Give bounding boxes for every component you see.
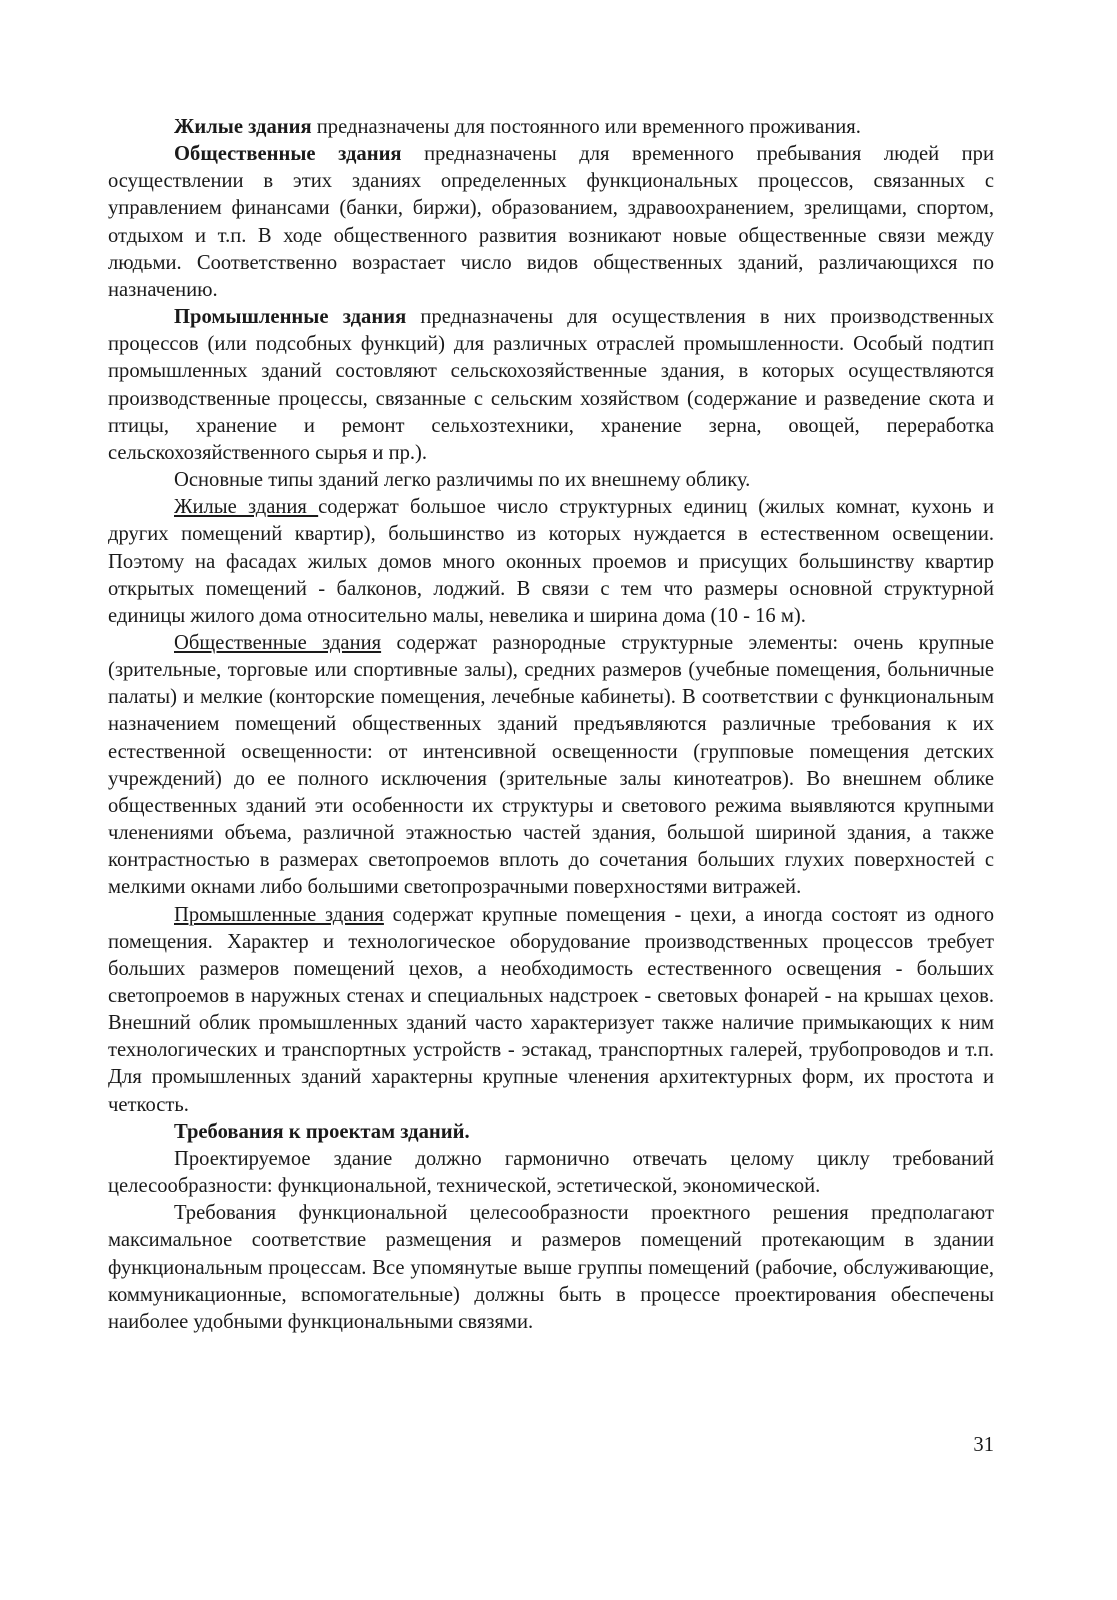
paragraph-public-definition xyxy=(108,141,994,304)
term-residential-bold: Жилые здания xyxy=(174,116,312,138)
paragraph-residential-definition xyxy=(108,114,994,141)
paragraph-expediency-requirements xyxy=(108,1146,994,1200)
paragraph-text: содержат большое число структурных единиц (жилых комнат, кухонь и других помещений квартир), большинство из которых нуждается в естественном освещении. Поэтому на фасадах жилых домов много оконных проемов и присущих большинству квартир открытых помещений - балконов, лоджий. В связи с тем что размеры основной структурной единицы жилого дома относительно малы, невелика и ширина дома (10 - 16 м). xyxy=(108,496,994,627)
document-page xyxy=(108,114,994,1336)
paragraph-text: Требования функциональной целесообразности проектного решения предполагают максимальное соответствие размещения и размеров помещений протекающим в здании функциональным процессам. Все упомянутые выше группы помещений (рабочие, обслуживающие, коммуникационные, вспомогательные) должны быть в процессе проектирования обеспечены наиболее удобными функциональными связями. xyxy=(108,1202,994,1333)
paragraph-text: предназначены для осуществления в них производственных процессов (или подсобных функций) для различных отраслей промышленности. Особый подтип промышленных зданий состовляют сельскохозяйственные здания, в которых осуществляются производственные процессы, связанные с сельским хозяйством (содержание и разведение скота и птицы, хранение и ремонт сельхозтехники, хранение зерна, овощей, переработка сельскохозяйственного сырья и пр.). xyxy=(108,306,995,464)
section-heading-requirements xyxy=(108,1119,994,1146)
paragraph-industrial-appearance xyxy=(108,902,994,1119)
term-residential-underlined: Жилые здания xyxy=(174,496,319,519)
section-heading-text: Требования к проектам зданий. xyxy=(174,1120,470,1143)
paragraph-text: содержат разнородные структурные элементы: очень крупные (зрительные, торговые или спортивные залы), средних размеров (учебные помещения, больничные палаты) и мелкие (конторские помещения, лечебные кабинеты). В соответствии с функциональным назначением помещений общественных зданий предъявляются различные требования к их естественной освещенности: от интенсивной освещенности (групповые помещения детских учреждений) до ее полного исключения (зрительные залы кинотеатров). Во внешнем облике общественных зданий эти особенности их структуры и светового режима выявляются крупными членениями объема, различной этажностью частей здания, большой шириной здания, а также контрастностью в размерах светопроемов вплоть до сочетания больших глухих поверхностей с мелкими окнами либо большими светопрозрачными поверхностями витражей. xyxy=(108,631,995,899)
paragraph-text: предназначены для постоянного или временного проживания. xyxy=(311,116,861,138)
paragraph-residential-appearance xyxy=(108,494,994,630)
term-industrial-bold: Промышленные здания xyxy=(174,306,407,329)
paragraph-text: Проектируемое здание должно гармонично отвечать целому циклу требований целесообразности: функциональной, технической, эстетической, экономической. xyxy=(108,1147,994,1198)
paragraph-text: содержат крупные помещения - цехи, а иногда состоят из одного помещения. Характер и технологическое оборудование производственных процессов требует больших размеров помещений цехов, а необходимость естественного освещения - больших светопроемов в наружных стенах и специальных надстроек - световых фонарей - на крышах цехов. Внешний облик промышленных зданий часто характеризует также наличие примыкающих к ним технологических и транспортных устройств - эстакад, транспортных галерей, трубопроводов и т.п. Для промышленных зданий характерны крупные членения архитектурных форм, их простота и четкость. xyxy=(108,903,994,1116)
paragraph-industrial-definition xyxy=(108,304,994,467)
paragraph-building-types-intro xyxy=(108,467,994,494)
page-number: 31 xyxy=(973,1434,994,1456)
term-public-underlined: Общественные здания xyxy=(174,631,382,654)
paragraph-public-appearance xyxy=(108,630,994,902)
paragraph-text: Основные типы зданий легко различимы по их внешнему облику. xyxy=(174,469,751,492)
paragraph-functional-expediency xyxy=(108,1200,994,1336)
term-public-bold: Общественные здания xyxy=(174,143,402,166)
term-industrial-underlined: Промышленные здания xyxy=(174,903,384,926)
paragraph-text: предназначены для временного пребывания людей при осуществлении в этих зданиях определенных функциональных процессов, связанных с управлением финансами (банки, биржи), образованием, здравоохранением, зрелищами, спортом, отдыхом и т.п. В ходе общественного развития возникают новые общественные связи между людьми. Соответственно возрастает число видов общественных зданий, различающихся по назначению. xyxy=(108,143,995,301)
